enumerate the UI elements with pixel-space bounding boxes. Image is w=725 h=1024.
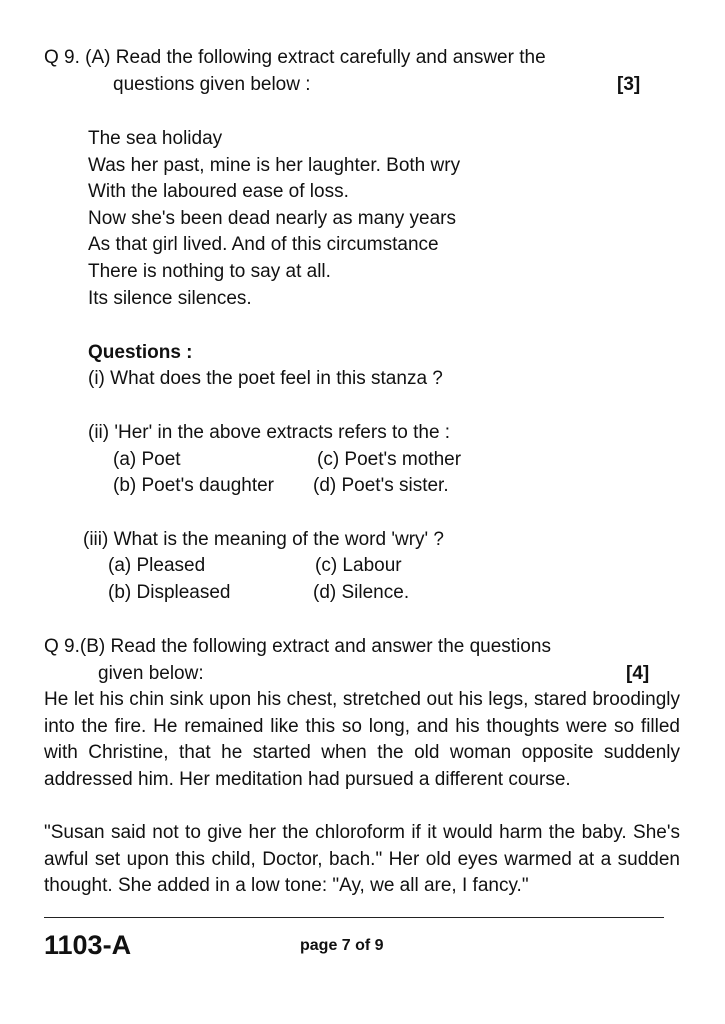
q9b-paragraph-1: He let his chin sink upon his chest, stretched out his legs, stared broodingly into the fire. He remained like this so long, and his thoughts were so filled with Christine, that he started when the old woman opposite suddenly addressed him. Her meditation had pursued a different course. [44,689,680,790]
questions-heading: Questions : [88,342,193,363]
page-number: page 7 of 9 [300,937,384,954]
poem-line: The sea holiday [88,128,223,149]
q9b-marks: [4] [626,663,650,684]
poem-line: With the laboured ease of loss. [88,181,349,202]
poem-line: Now she's been dead nearly as many years [88,208,456,229]
poem-line: There is nothing to say at all. [88,261,331,282]
question-i: (i) What does the poet feel in this stanza ? [88,368,443,389]
exam-code: 1103-A [44,930,132,960]
q9a-heading-line1: Q 9. (A) Read the following extract carefully and answer the [44,47,546,68]
option-ii-d: (d) Poet's sister. [313,475,449,496]
option-iii-b: (b) Displeased [108,582,231,603]
option-ii-b: (b) Poet's daughter [113,475,274,496]
poem-line: Was her past, mine is her laughter. Both wry [88,155,461,176]
q9b-paragraph-2: "Susan said not to give her the chloroform if it would harm the baby. She's awful set upon this child, Doctor, bach." Her old eyes warmed at a sudden thought. She added in a low tone: "Ay, we all are, I fancy." [44,822,680,896]
option-ii-c: (c) Poet's mother [317,449,462,470]
option-iii-d: (d) Silence. [313,582,410,603]
poem-line: As that girl lived. And of this circumstance [88,234,439,255]
question-ii: (ii) 'Her' in the above extracts refers to the : [88,422,451,443]
q9b-heading-line2: given below: [98,663,204,684]
option-iii-a: (a) Pleased [108,555,206,576]
footer-divider [44,917,664,918]
q9b-heading-line1: Q 9.(B) Read the following extract and answer the questions [44,636,551,657]
poem-line: Its silence silences. [88,288,252,309]
q9a-heading-line2: questions given below : [113,74,311,95]
option-iii-c: (c) Labour [315,555,402,576]
q9a-marks: [3] [617,74,641,95]
question-iii: (iii) What is the meaning of the word 'wry' ? [83,529,444,550]
option-ii-a: (a) Poet [113,449,181,470]
